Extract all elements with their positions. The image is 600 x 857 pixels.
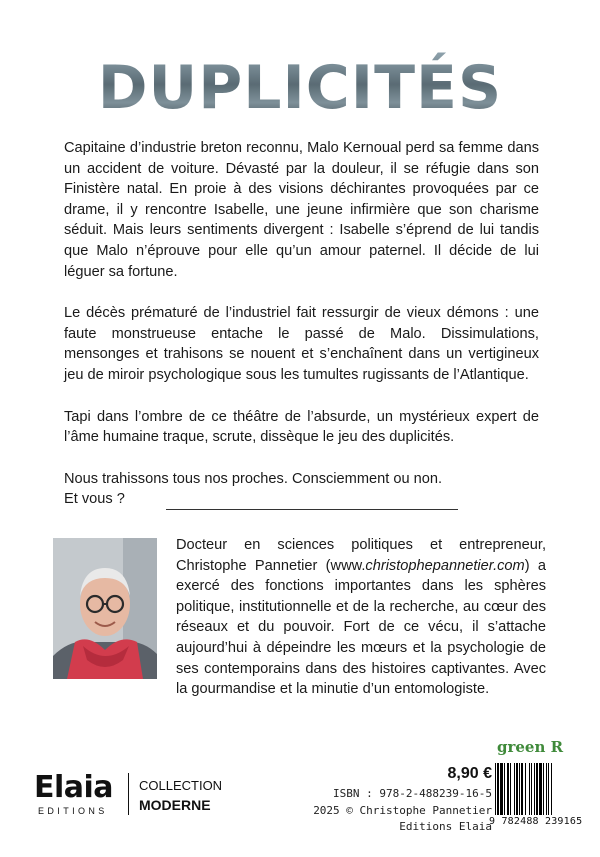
blurb-closing (64, 469, 539, 510)
imprint: Editions Elaia (399, 820, 492, 833)
isbn: ISBN : 978-2-488239-16-5 (333, 787, 492, 800)
publisher-logo: Elaia (34, 770, 114, 805)
barcode-number: 9 782488 239165 (489, 816, 583, 827)
copyright: 2025 © Christophe Pannetier (313, 803, 492, 817)
legal-info (240, 786, 492, 836)
bio-text-start: Docteur en sciences politiques et entrepreneur, Christophe Pannetier (www. (176, 537, 546, 574)
closing-line-2: Et vous ? (64, 491, 125, 508)
author-portrait-illustration (53, 538, 157, 679)
author-bio (176, 535, 546, 700)
publisher-logo-subtitle: EDITIONS (38, 806, 108, 816)
collection-name: MODERNE (139, 797, 211, 813)
bio-text-end: ) a exercé des fonctions importantes dans les sphères politique, institutionnelle et de la recherche, au cœur des réseaux et du pouvoir. Fort de ce vécu, il s’attache aujourd’hui à dépeindre les mœurs et la psychologie de ses contemporains dans des histoires captivantes. Avec la gourmandise et la minutie d’un entomologiste. (176, 557, 546, 698)
author-website: christophepannetier.com (365, 557, 525, 574)
section-divider (166, 509, 458, 510)
blurb-paragraph-2: Le décès prématuré de l’industriel fait ressurgir de vieux démons : une faute monstrueuse entache le passé de Malo. Dissimulations, mensonges et trahisons se nouent et s’enchaînent dans un vertigineux jeu de miroir psychologique sous les tumultes rugissants de l’Atlantique. (64, 305, 539, 383)
blurb-paragraph-1: Capitaine d’industrie breton reconnu, Malo Kernoual perd sa femme dans un accident de voiture. Dévasté par la douleur, il se réfugie dans son Finistère natal. En proie à des visions déchirantes provoquées par ce drame, il y rencontre Isabelle, une jeune infirmière que son charisme séduit. Mais leurs sentiments divergent : Isabelle s’éprend de lui tandis que Malo n’éprouve pour elle qu’un amour paternel. Il décide de lui léguer sa fortune. (64, 140, 539, 280)
price: 8,90 € (447, 765, 492, 782)
book-title: DUPLICITÉS (0, 52, 600, 124)
blurb-paragraph-3: Tapi dans l’ombre de ce théâtre de l’absurde, un mystérieux expert de l’âme humaine traque, scrute, dissèque le jeu des duplicités. (64, 408, 539, 446)
logo-separator (128, 773, 129, 815)
author-photo (53, 538, 157, 679)
collection-label: COLLECTION (139, 778, 223, 793)
green-label-icon: green R (497, 738, 564, 756)
barcode (495, 763, 575, 815)
closing-line-1: Nous trahissons tous nos proches. Consciemment ou non. (64, 470, 443, 487)
back-cover-blurb (64, 138, 539, 510)
